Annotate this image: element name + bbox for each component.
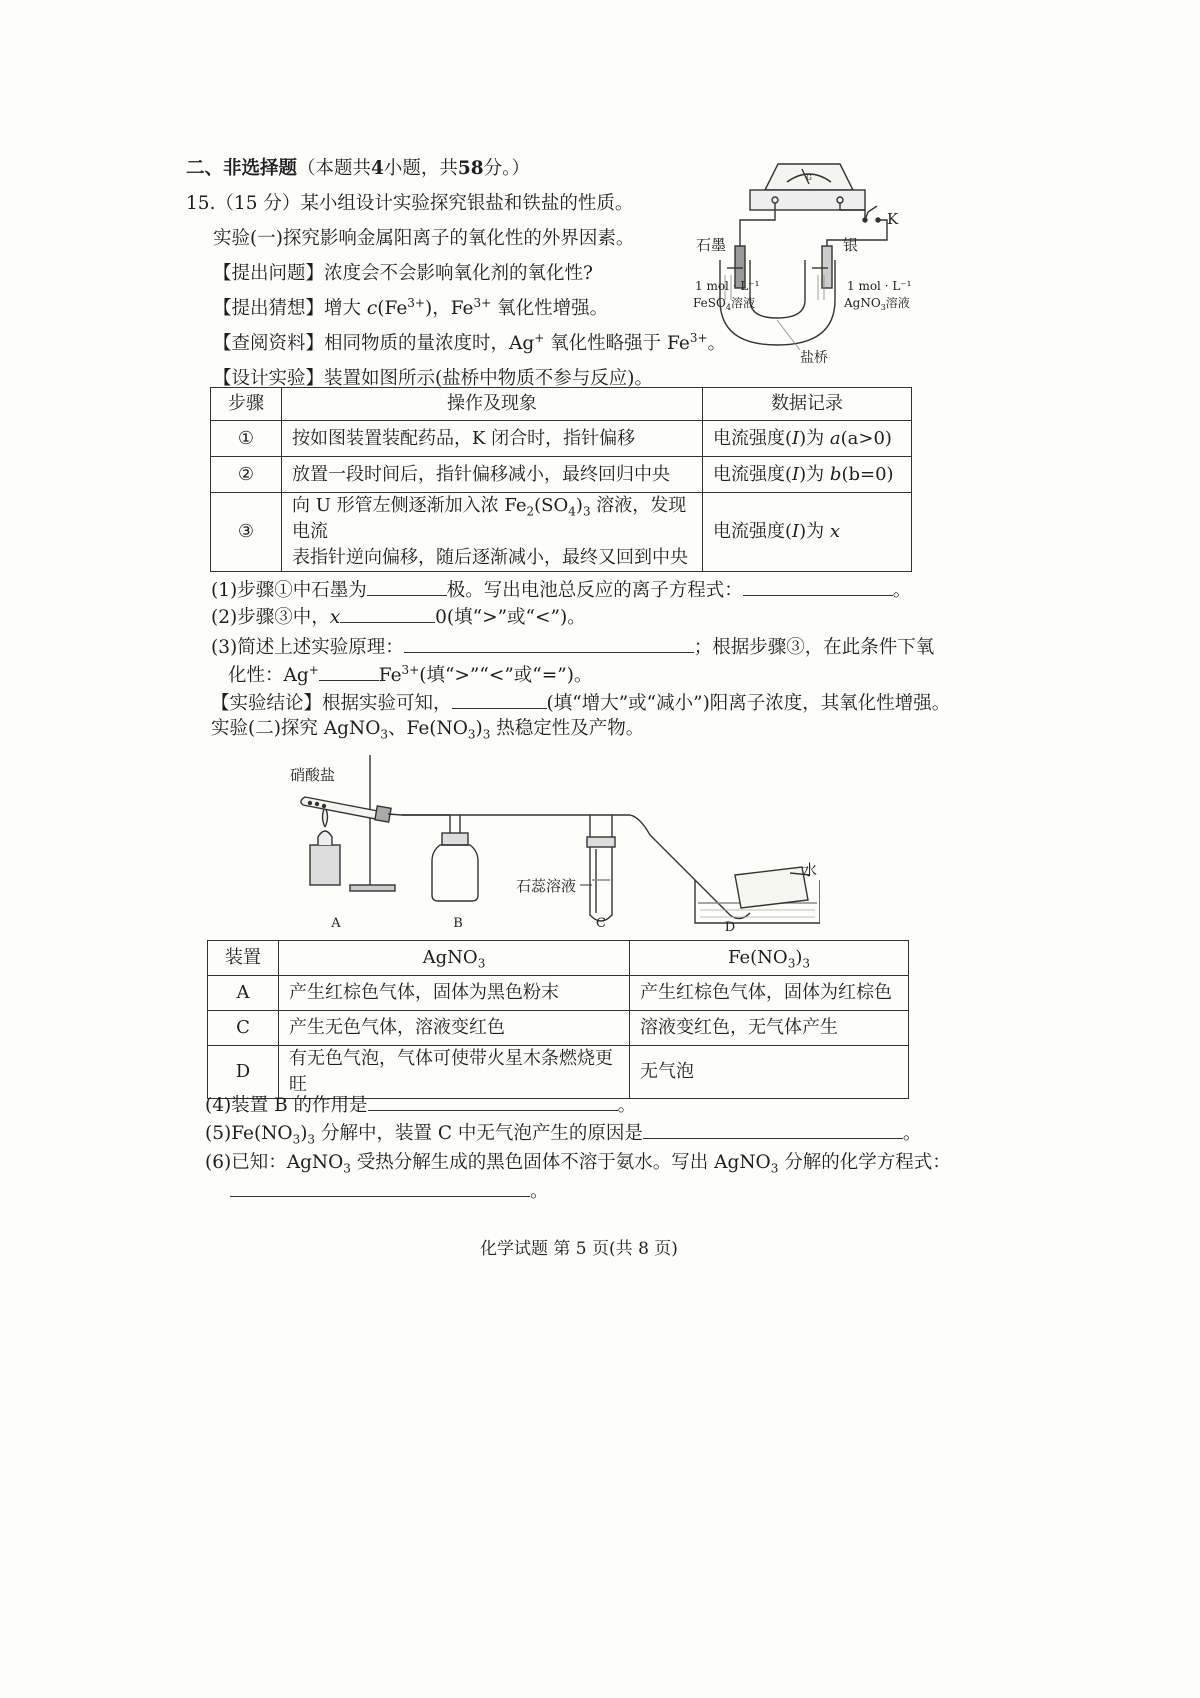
step-operation: 向 U 形管左侧逐渐加入浓 $Fe_2(SO_4)_3$ 溶液，发现电流 表指针逆向偏移，随后逐渐减小，最终又回到中央: [282, 493, 703, 572]
table2-header-device: 装置: [208, 941, 279, 976]
exp1-title: 实验(一)探究影响金属阳离子的氧化性的外界因素。: [213, 228, 635, 249]
nitrate-label: 硝酸盐: [290, 766, 336, 784]
question-4: (4)装置 B 的作用是 。: [205, 1092, 636, 1119]
reference-line: [213, 331, 726, 357]
galvanometer-label: G: [806, 174, 812, 182]
right-conc-label: 1 mol · L⁻¹: [847, 279, 912, 293]
step-operation: 按如图装置装配药品，K 闭合时，指针偏移: [282, 421, 703, 457]
table1-row: [211, 421, 912, 457]
hyp-sup2: 3+: [473, 295, 492, 310]
table1-header-record: 数据记录: [703, 388, 912, 421]
device-label: D: [208, 1046, 279, 1099]
page-footer: 化学试题 第 5 页(共 8 页): [480, 1239, 678, 1259]
step-number: ①: [211, 421, 282, 457]
problem-tag: 【提出问题】: [213, 263, 325, 284]
ref-sup: +: [534, 330, 545, 345]
feno3-observation: 无气泡: [630, 1046, 909, 1099]
switch-label: K: [887, 210, 899, 228]
table1-row: [211, 493, 912, 572]
ref-prefix: 相同物质的量浓度时，Ag: [324, 333, 535, 354]
section-header: [186, 156, 530, 182]
step-number: ②: [211, 457, 282, 493]
experiment1-table: [210, 387, 912, 572]
design-text: 装置如图所示(盐桥中物质不参与反应)。: [324, 368, 653, 389]
answer-blank[interactable]: [404, 634, 694, 653]
table2-row: [208, 1046, 909, 1099]
apparatus-label-a: A: [331, 916, 341, 931]
problem-text: 浓度会不会影响氧化剂的氧化性?: [324, 263, 593, 284]
salt-bridge-label: 盐桥: [800, 350, 828, 365]
section-points: 58: [457, 158, 484, 179]
ref-tag: 【查阅资料】: [213, 333, 325, 354]
left-solution-label: FeSO$_4$溶液: [693, 296, 755, 312]
question-2: (2)步骤③中，x 0(填“>”或“<”)。: [211, 604, 586, 631]
apparatus-label-c: C: [596, 916, 606, 931]
question-3: (3)简述上述实验原理： ；根据步骤③，在此条件下氧: [211, 634, 934, 661]
step-number: ③: [211, 493, 282, 572]
question-6-answer: 。: [230, 1178, 549, 1205]
table1-header-op: 操作及现象: [282, 388, 703, 421]
answer-blank[interactable]: [230, 1178, 530, 1197]
hyp-fe: (Fe: [377, 298, 408, 319]
experiment2-table: [207, 940, 909, 1099]
litmus-label: 石蕊溶液: [516, 877, 577, 895]
section-note-suffix: 分。）: [483, 158, 530, 179]
question-3-cont: 化性：Ag+ $Fe^{3+}$(填“>”“<”或“=”)。: [228, 662, 593, 686]
answer-blank[interactable]: [743, 577, 893, 596]
section-title: 二、非选择题: [186, 158, 298, 179]
ref-mid: 氧化性略强于 Fe: [544, 333, 690, 354]
q15-intro: 15.（15 分）某小组设计实验探究银盐和铁盐的性质。: [186, 193, 634, 214]
hyp-sup: 3+: [407, 295, 425, 310]
question-6: (6)已知：AgNO$_3$ 受热分解生成的黑色固体不溶于氨水。写出 AgNO$_3$ 分解的化学方程式：: [205, 1152, 951, 1176]
answer-blank[interactable]: [319, 662, 379, 681]
agno3-observation: 有无色气泡，气体可使带火星木条燃烧更旺: [279, 1046, 630, 1099]
table1-header-step: 步骤: [211, 388, 282, 421]
table2-header-agno3: AgNO$_3$: [279, 941, 630, 976]
answer-blank[interactable]: [367, 577, 447, 596]
apparatus-label-b: B: [453, 916, 463, 931]
hyp-suffix: 氧化性增强。: [491, 298, 609, 319]
device-label: A: [208, 976, 279, 1011]
question-5: $(5)Fe(NO_3)_3$ 分解中，装置 C 中无气泡产生的原因是 。: [205, 1120, 921, 1147]
conclusion-line: 【实验结论】根据实验可知， (填“增大”或“减小”)阳离子浓度，其氧化性增强。: [211, 690, 950, 717]
device-label: C: [208, 1011, 279, 1046]
exp2-title: 实验(二)探究 AgNO$_3$、$Fe(NO_3)_3$ 热稳定性及产物。: [211, 718, 645, 742]
silver-label: 银: [843, 236, 859, 254]
left-conc-label: 1 mol · L⁻¹: [695, 279, 760, 293]
section-note-prefix: （本题共: [297, 158, 372, 179]
hyp-mid: )，Fe: [424, 298, 474, 319]
hyp-tag: 【提出猜想】: [213, 298, 325, 319]
step-record: 电流强度(I)为 a(a>0): [703, 421, 912, 457]
design-tag: 【设计实验】: [213, 368, 325, 389]
hyp-prefix: 增大: [324, 298, 367, 319]
section-note-mid: 小题，共: [383, 158, 458, 179]
water-label: 水: [802, 861, 818, 879]
feno3-observation: 产生红棕色气体，固体为红棕色: [630, 976, 909, 1011]
step-record: 电流强度(I)为 x: [703, 493, 912, 572]
apparatus-label-d: D: [724, 920, 736, 935]
agno3-observation: 产生红棕色气体，固体为黑色粉末: [279, 976, 630, 1011]
hypothesis-line: [213, 296, 608, 322]
question-1: (1)步骤①中石墨为 极。写出电池总反应的离子方程式： 。: [211, 577, 911, 604]
answer-blank[interactable]: [643, 1120, 903, 1139]
table2-row: [208, 976, 909, 1011]
ref-suffix: 。: [707, 333, 727, 354]
answer-blank[interactable]: [452, 690, 547, 709]
section-num-questions: 4: [371, 158, 384, 179]
galvanic-cell-diagram: [690, 150, 940, 365]
agno3-observation: 产生无色气体，溶液变红色: [279, 1011, 630, 1046]
answer-blank[interactable]: [368, 1092, 618, 1111]
step-record: 电流强度(I)为 b(b=0): [703, 457, 912, 493]
graphite-label: 石墨: [696, 236, 727, 254]
hyp-c: c: [366, 298, 378, 319]
apparatus-diagram: [290, 745, 820, 940]
right-solution-label: AgNO$_3$溶液: [844, 296, 910, 312]
table1-row: [211, 457, 912, 493]
ref-sup2: 3+: [689, 330, 708, 345]
problem-line: [213, 261, 593, 287]
table2-header-feno3: $Fe(NO_3)_3$: [630, 941, 909, 976]
feno3-observation: 溶液变红色，无气体产生: [630, 1011, 909, 1046]
step-operation: 放置一段时间后，指针偏移减小，最终回归中央: [282, 457, 703, 493]
table2-row: [208, 1011, 909, 1046]
answer-blank[interactable]: [340, 604, 435, 623]
